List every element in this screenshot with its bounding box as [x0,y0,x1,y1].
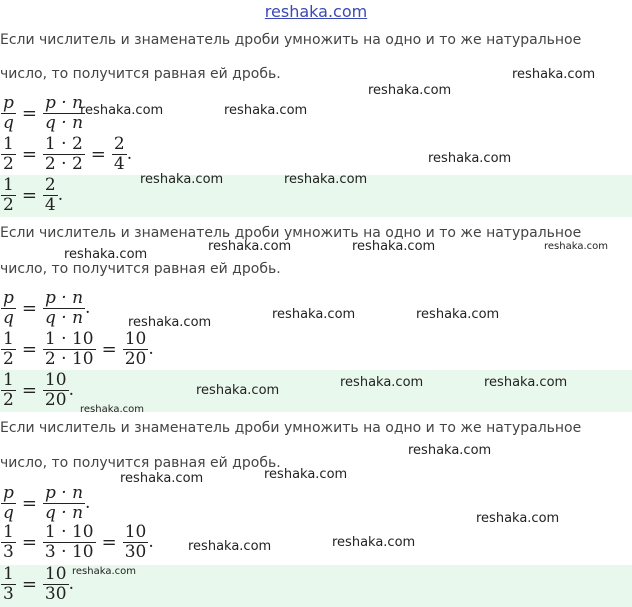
watermark: reshaka.com [72,566,136,577]
general-formula: $\frac{p}{q}$ = $\frac{p \cdot n}{q \cdot n}$ . [3,483,91,523]
watermark: reshaka.com [80,404,144,415]
rule-text-line2: число, то получится равная ей дробь. [0,66,281,82]
general-formula: $\frac{p}{q}$ = $\frac{p \cdot n}{q \cdot n}$ [3,93,84,133]
watermark: reshaka.com [484,375,568,390]
watermark: reshaka.com [332,535,416,550]
example2-expansion: $\frac{1}{2}$ = $\frac{1 \cdot 10}{2 \cdot 10}$ = $\frac{10}{20}$ . [3,329,154,369]
general-formula: $\frac{p}{q}$ = $\frac{p \cdot n}{q \cdot n}$ . [3,288,91,328]
example2-answer: $\frac{1}{2}$ = $\frac{10}{20}$ . [3,370,74,410]
watermark: reshaka.com [188,539,272,554]
rule-text-line1: Если числитель и знаменатель дроби умножить на одно и то же натуральное [0,420,582,436]
watermark: reshaka.com [428,151,512,166]
watermark: reshaka.com [544,241,608,252]
fraction-pn-qn: $\frac{p \cdot n}{q \cdot n}$ [44,93,84,133]
rule-text-line1: Если числитель и знаменатель дроби умножить на одно и то же натуральное [0,225,582,241]
watermark: reshaka.com [120,471,204,486]
watermark: reshaka.com [352,239,436,254]
rule-text-line1: Если числитель и знаменатель дроби умножить на одно и то же натуральное [0,32,582,48]
watermark: reshaka.com [408,443,492,458]
watermark: reshaka.com [368,83,452,98]
watermark: reshaka.com [224,103,308,118]
rule-text-line2: число, то получится равная ей дробь. [0,455,281,471]
site-header-link[interactable]: reshaka.com [264,2,368,21]
example1-answer: $\frac{1}{2}$ = $\frac{2}{4}$ . [3,175,64,215]
watermark: reshaka.com [264,467,348,482]
watermark: reshaka.com [80,103,164,118]
rule-text-line2: число, то получится равная ей дробь. [0,261,281,277]
watermark: reshaka.com [512,67,596,82]
watermark: reshaka.com [340,375,424,390]
watermark: reshaka.com [416,307,500,322]
watermark: reshaka.com [140,172,224,187]
watermark: reshaka.com [128,315,212,330]
watermark: reshaka.com [64,247,148,262]
watermark: reshaka.com [272,307,356,322]
watermark: reshaka.com [196,383,280,398]
fraction-p-q: $\frac{p}{q}$ [3,93,14,133]
watermark: reshaka.com [476,511,560,526]
example3-expansion: $\frac{1}{3}$ = $\frac{1 \cdot 10}{3 \cdot 10}$ = $\frac{10}{30}$ . [3,522,154,562]
watermark: reshaka.com [284,172,368,187]
example3-answer: $\frac{1}{3}$ = $\frac{10}{30}$ . [3,564,74,604]
watermark: reshaka.com [208,239,292,254]
example1-expansion: $\frac{1}{2}$ = $\frac{1 \cdot 2}{2 \cdot 2}$ = $\frac{2}{4}$ . [3,134,133,174]
